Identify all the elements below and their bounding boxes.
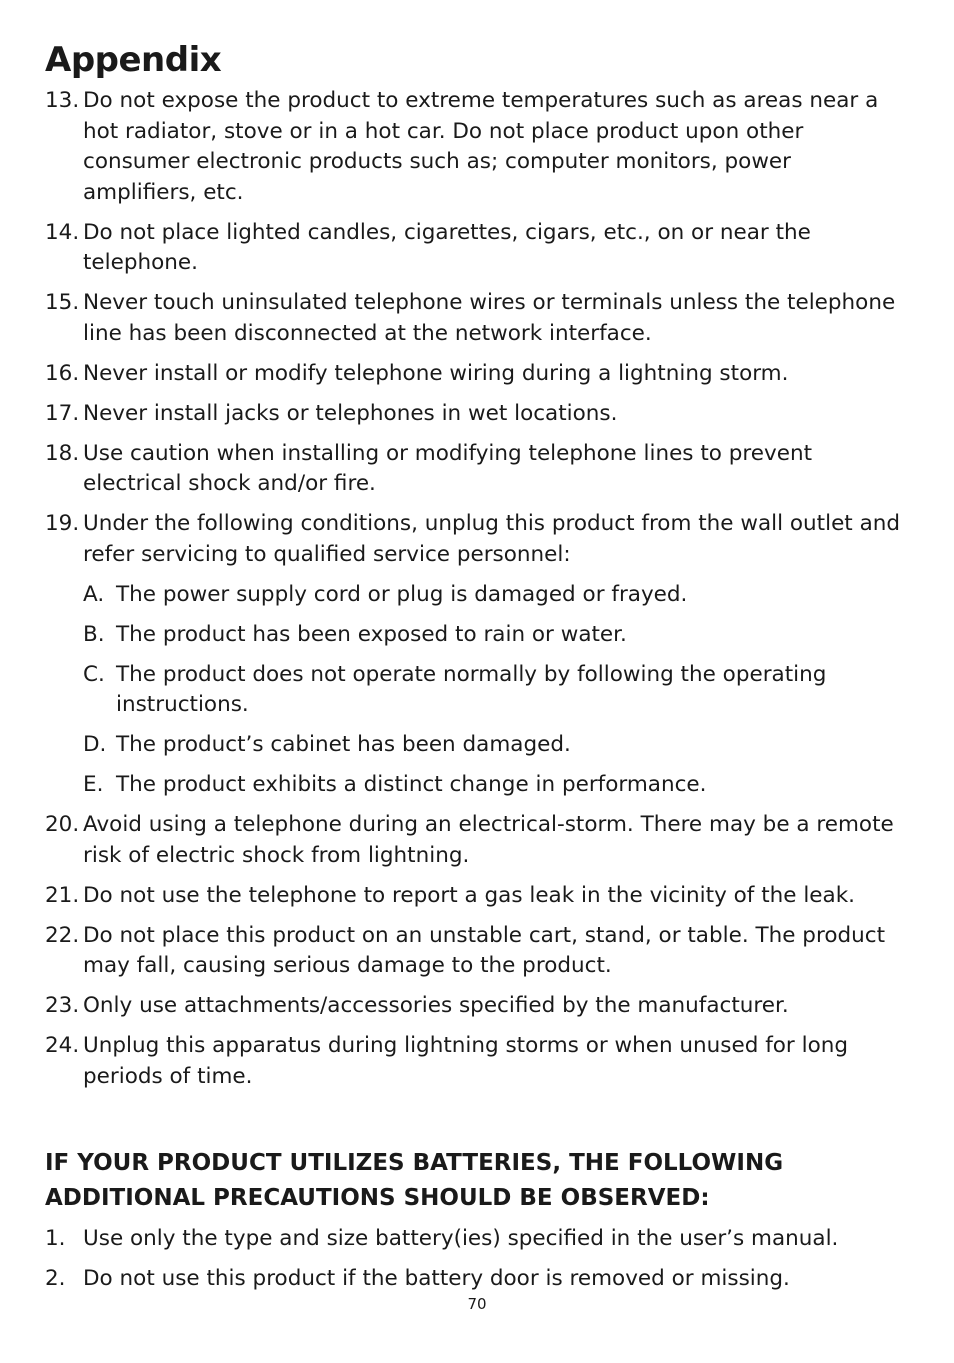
list-item bbox=[45, 881, 905, 912]
list-item bbox=[45, 921, 905, 982]
list-item bbox=[45, 1264, 905, 1295]
sub-item-text: The power supply cord or plug is damaged or frayed. bbox=[116, 581, 688, 607]
item-number: 17. bbox=[45, 400, 80, 426]
item-text: Never install jacks or telephones in wet locations. bbox=[83, 400, 618, 426]
item-text: Do not place this product on an unstable cart, stand, or table. The product may fall, causing serious damage to the product. bbox=[83, 922, 885, 978]
list-item bbox=[45, 1031, 905, 1092]
list-item bbox=[45, 991, 905, 1022]
sub-list-item bbox=[45, 730, 905, 761]
list-item bbox=[45, 399, 905, 430]
battery-precautions-list bbox=[45, 1224, 905, 1303]
sub-item-text: The product does not operate normally by following the operating instructions. bbox=[116, 661, 827, 717]
item-text: Never touch uninsulated telephone wires or terminals unless the telephone line has been disconnected at the network interface. bbox=[83, 290, 896, 346]
sub-list-item bbox=[45, 620, 905, 651]
battery-precautions-heading: IF YOUR PRODUCT UTILIZES BATTERIES, THE FOLLOWING ADDITIONAL PRECAUTIONS SHOULD BE OBSERVED: bbox=[45, 1150, 784, 1211]
list-item bbox=[45, 810, 905, 871]
sub-item-text: The product’s cabinet has been damaged. bbox=[116, 732, 571, 757]
sub-item-letter: C. bbox=[83, 661, 105, 687]
sub-list-item bbox=[45, 660, 905, 721]
page-title: Appendix bbox=[45, 40, 222, 80]
item-text: Do not expose the product to extreme temperatures such as areas near a hot radiator, stove or in a hot car. Do not place product upon other consumer electronic products such as; computer monitors, power amplifiers, etc. bbox=[83, 88, 879, 205]
item-text: Do not place lighted candles, cigarettes, cigars, etc., on or near the telephone. bbox=[83, 219, 811, 275]
item-number: 20. bbox=[45, 812, 80, 837]
item-number: 14. bbox=[45, 219, 80, 245]
list-item bbox=[45, 86, 905, 208]
sub-list-item bbox=[45, 580, 905, 611]
list-item bbox=[45, 218, 905, 279]
sub-item-letter: A. bbox=[83, 581, 105, 607]
sub-item-letter: D. bbox=[83, 732, 107, 757]
item-number: 21. bbox=[45, 882, 80, 908]
item-number: 1. bbox=[45, 1226, 66, 1251]
item-number: 19. bbox=[45, 511, 80, 536]
item-number: 22. bbox=[45, 922, 80, 948]
sub-list-item bbox=[45, 770, 905, 801]
item-text: Avoid using a telephone during an electrical-storm. There may be a remote risk of electric shock from lightning. bbox=[83, 812, 894, 868]
sub-item-text: The product has been exposed to rain or water. bbox=[116, 621, 627, 647]
sub-item-text: The product exhibits a distinct change in performance. bbox=[116, 772, 707, 797]
sub-item-letter: E. bbox=[83, 772, 104, 797]
item-text: Never install or modify telephone wiring during a lightning storm. bbox=[83, 360, 789, 386]
list-item bbox=[45, 439, 905, 500]
item-number: 13. bbox=[45, 88, 80, 113]
item-text: Do not use this product if the battery door is removed or missing. bbox=[83, 1265, 790, 1291]
item-number: 24. bbox=[45, 1033, 80, 1058]
item-text: Under the following conditions, unplug this product from the wall outlet and refer servicing to qualified service personnel: bbox=[83, 511, 901, 567]
item-number: 16. bbox=[45, 360, 80, 386]
item-text: Use only the type and size battery(ies) specified in the user’s manual. bbox=[83, 1226, 839, 1251]
item-text: Unplug this apparatus during lightning storms or when unused for long periods of time. bbox=[83, 1033, 849, 1089]
item-number: 15. bbox=[45, 290, 80, 315]
list-item bbox=[45, 1224, 905, 1255]
item-number: 2. bbox=[45, 1265, 66, 1291]
list-item bbox=[45, 288, 905, 349]
item-text: Use caution when installing or modifying telephone lines to prevent electrical shock and/or fire. bbox=[83, 440, 812, 496]
list-item bbox=[45, 359, 905, 390]
page-number: 70 bbox=[467, 1295, 487, 1313]
item-number: 18. bbox=[45, 440, 80, 466]
list-item bbox=[45, 509, 905, 570]
safety-instructions-list bbox=[45, 86, 905, 1102]
sub-item-letter: B. bbox=[83, 621, 105, 647]
item-text: Only use attachments/accessories specified by the manufacturer. bbox=[83, 993, 789, 1018]
item-number: 23. bbox=[45, 993, 80, 1018]
item-text: Do not use the telephone to report a gas leak in the vicinity of the leak. bbox=[83, 882, 855, 908]
